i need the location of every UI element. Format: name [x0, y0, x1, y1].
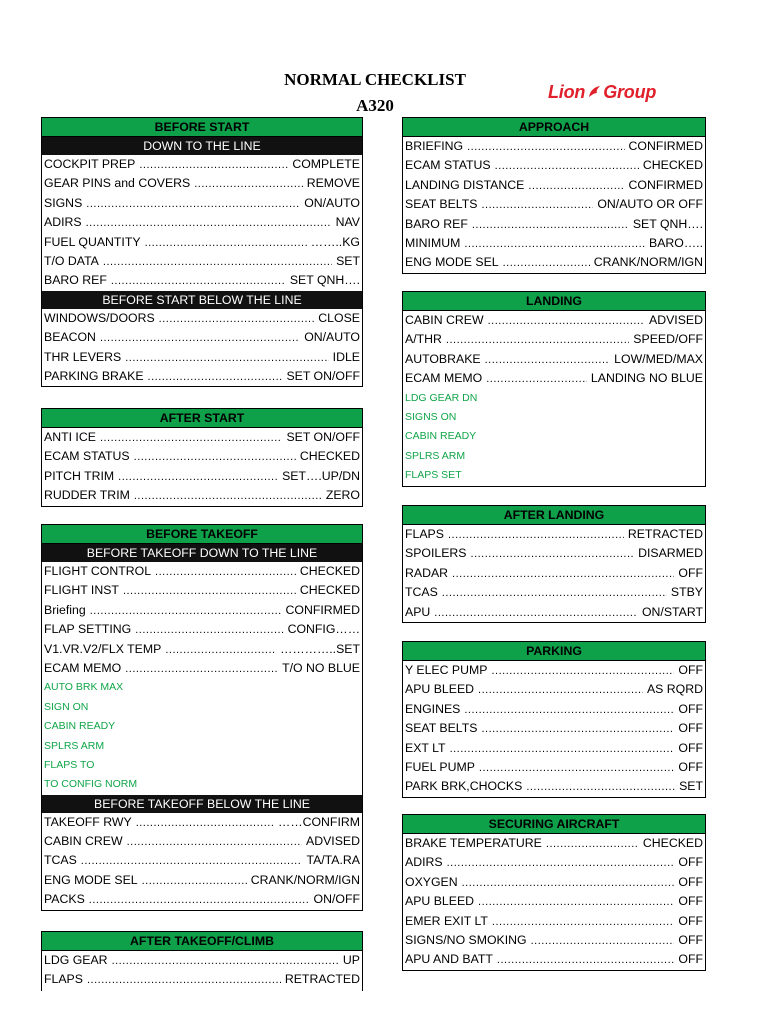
leader-dots: [488, 312, 645, 330]
checklist-item: [42, 890, 362, 909]
leader-dots: [103, 253, 332, 271]
leader-dots: [503, 254, 590, 272]
checklist-item: [403, 350, 705, 369]
leader-dots: [448, 526, 624, 544]
leader-dots: [481, 720, 674, 738]
leader-dots: [145, 234, 307, 252]
after-start-section: [41, 408, 363, 507]
checklist-item: [403, 195, 705, 214]
section-header: APPROACH: [403, 118, 705, 137]
item-label: BRAKE TEMPERATURE: [405, 836, 542, 850]
section-header: PARKING: [403, 642, 705, 661]
landing-section: [402, 291, 706, 487]
leader-dots: [491, 662, 674, 680]
item-label: BEACON: [44, 330, 96, 345]
item-label: T/O DATA: [44, 253, 99, 268]
item-value: CRANK/NORM/IGN: [250, 872, 360, 887]
item-label: OXYGEN: [405, 874, 458, 889]
leader-dots: [89, 891, 310, 909]
item-label: FLIGHT CONTROL: [44, 564, 152, 578]
checklist-item: [42, 155, 362, 174]
item-value: T/O NO BLUE: [282, 660, 360, 675]
checklist-item: [42, 562, 362, 581]
leader-dots: [125, 660, 278, 678]
item-label: APU BLEED: [405, 682, 475, 697]
checklist-item: [403, 137, 705, 156]
item-value: IDLE: [332, 349, 360, 364]
subsection-header: DOWN TO THE LINE: [42, 137, 362, 155]
item-value: CONFIRMED: [628, 177, 703, 192]
checklist-item: [403, 739, 705, 758]
item-value: SET: [679, 779, 703, 794]
item-label: TAKEOFF RWY: [44, 814, 132, 829]
item-label: TCAS: [405, 585, 438, 600]
item-value: OFF: [678, 952, 703, 967]
item-value: OFF: [678, 701, 703, 716]
checklist-item: [42, 309, 362, 328]
checklist-item: [403, 758, 705, 777]
subsection-header: BEFORE START BELOW THE LINE: [42, 291, 362, 309]
item-label: FLAPS: [44, 972, 83, 987]
item-label: THR LEVERS: [44, 349, 122, 364]
checklist-item: [403, 950, 705, 969]
leader-dots: [478, 681, 643, 699]
checklist-item: [403, 912, 705, 931]
leader-dots: [100, 429, 283, 447]
checklist-item: [403, 176, 705, 195]
item-label: AUTOBRAKE: [405, 351, 481, 366]
checklist-item: [403, 311, 705, 330]
leader-dots: [194, 175, 302, 193]
leader-dots: [148, 368, 283, 386]
section-header: BEFORE TAKEOFF: [42, 525, 362, 544]
subsection-header: BEFORE TAKEOFF BELOW THE LINE: [42, 795, 362, 813]
section-header: AFTER START: [42, 409, 362, 428]
checklist-item: [42, 271, 362, 290]
section-header: LANDING: [403, 292, 705, 311]
section-header: BEFORE START: [42, 118, 362, 137]
checklist-item: [42, 813, 362, 832]
memo-note: TO CONFIG NORM: [44, 778, 138, 791]
item-value: ON/START: [641, 604, 703, 619]
item-value: OFF: [678, 759, 703, 774]
leader-dots: [123, 582, 296, 600]
item-value: COMPLETE: [292, 157, 360, 171]
after-takeoff-section: [41, 931, 363, 991]
leader-dots: [478, 893, 674, 911]
item-value: RETRACTED: [284, 972, 360, 987]
item-label: ENG MODE SEL: [405, 255, 499, 270]
item-label: ADIRS: [44, 215, 82, 230]
item-value: NAV: [335, 215, 360, 230]
aircraft-type: A320: [356, 96, 394, 115]
item-label: ECAM MEMO: [44, 660, 122, 675]
item-label: PARKING BRAKE: [44, 368, 144, 383]
item-value: CHECKED: [299, 564, 360, 578]
leader-dots: [135, 621, 283, 639]
item-value: SET QNH….: [632, 216, 703, 231]
item-value: ……CONFIRM: [278, 814, 360, 829]
checklist-item: [42, 601, 362, 620]
leader-dots: [139, 156, 288, 174]
item-label: EXT LT: [405, 740, 446, 755]
leader-dots: [485, 351, 611, 369]
item-value: CHECKED: [299, 449, 360, 464]
item-value: CHECKED: [299, 583, 360, 598]
leader-dots: [434, 604, 638, 622]
item-value: BARO…..: [649, 235, 703, 250]
item-label: COCKPIT PREP: [44, 157, 136, 171]
leader-dots: [446, 331, 629, 349]
leader-dots: [118, 468, 278, 486]
checklist-item: [42, 447, 362, 466]
leader-dots: [127, 833, 302, 851]
item-label: ANTI ICE: [44, 430, 96, 444]
checklist-item: [42, 620, 362, 639]
item-label: SIGNS: [44, 195, 83, 210]
memo-note: LDG GEAR DN: [405, 391, 478, 404]
leader-dots: [452, 565, 674, 583]
leader-dots: [528, 177, 624, 195]
item-value: CRANK/NORM/IGN: [593, 255, 703, 270]
item-label: PITCH TRIM: [44, 468, 115, 483]
item-value: ON/AUTO: [304, 195, 360, 210]
item-value: STBY: [670, 585, 703, 600]
checklist-item: [42, 486, 362, 505]
logo-text-right: Group: [603, 82, 657, 102]
item-label: WINDOWS/DOORS: [44, 310, 155, 325]
item-value: OFF: [678, 663, 703, 677]
item-value: TA/TA.RA: [306, 853, 360, 868]
item-label: PACKS: [44, 892, 85, 907]
checklist-item: [403, 700, 705, 719]
checklist-item: [403, 834, 705, 853]
checklist-item: [42, 467, 362, 486]
item-label: BARO REF: [44, 273, 107, 288]
item-label: APU: [405, 604, 431, 619]
item-label: CABIN CREW: [405, 313, 484, 327]
item-label: LDG GEAR: [44, 953, 108, 967]
leader-dots: [531, 932, 675, 950]
checklist-item: [403, 719, 705, 738]
leader-dots: [86, 214, 332, 232]
section-header: SECURING AIRCRAFT: [403, 815, 705, 834]
item-label: V1.VR.V2/FLX TEMP: [44, 641, 162, 656]
item-label: MINIMUM: [405, 235, 461, 250]
item-label: FLAP SETTING: [44, 622, 132, 637]
item-value: CONFIRMED: [628, 139, 703, 153]
leader-dots: [497, 951, 674, 969]
leader-dots: [486, 370, 587, 388]
item-value: LOW/MED/MAX: [614, 351, 703, 366]
leader-dots: [155, 563, 296, 581]
item-value: SET: [336, 253, 360, 268]
memo-note: CABIN READY: [405, 430, 477, 443]
item-value: CONFIRMED: [285, 602, 360, 617]
checklist-item: [42, 871, 362, 890]
leader-dots: [464, 701, 674, 719]
leader-dots: [111, 272, 286, 290]
item-label: APU BLEED: [405, 894, 475, 909]
checklist-item: [403, 564, 705, 583]
leader-dots: [112, 952, 339, 970]
item-value: SET QNH….: [289, 273, 360, 288]
item-label: ENG MODE SEL: [44, 872, 138, 887]
checklist-item: [42, 970, 362, 989]
memo-note: SIGNS ON: [405, 410, 457, 423]
leader-dots: [90, 602, 282, 620]
checklist-item: [42, 328, 362, 347]
item-label: LANDING DISTANCE: [405, 177, 525, 192]
leader-dots: [87, 971, 281, 989]
leader-dots: [159, 310, 315, 328]
item-label: SIGNS/NO SMOKING: [405, 932, 527, 947]
item-label: TCAS: [44, 853, 77, 868]
checklist-item: [42, 659, 362, 678]
leader-dots: [81, 852, 303, 870]
leader-dots: [467, 138, 624, 156]
item-value: SPEED/OFF: [633, 332, 703, 347]
checklist-item: [403, 603, 705, 622]
item-value: OFF: [678, 855, 703, 870]
item-label: RUDDER TRIM: [44, 488, 130, 503]
item-value: CLOSE: [318, 310, 360, 325]
checklist-item: [42, 428, 362, 447]
leader-dots: [481, 196, 593, 214]
item-value: REMOVE: [306, 176, 360, 191]
item-value: OFF: [678, 932, 703, 947]
item-value: ADVISED: [649, 313, 703, 327]
item-label: SEAT BELTS: [405, 721, 478, 736]
item-value: OFF: [678, 565, 703, 580]
securing-aircraft-section: [402, 814, 706, 971]
checklist-item: [42, 832, 362, 851]
checklist-item: [403, 661, 705, 680]
after-landing-section: [402, 505, 706, 623]
checklist-item: [42, 213, 362, 232]
leader-dots: [471, 545, 635, 563]
memo-note: SPLRS ARM: [44, 739, 105, 752]
checklist-item: [42, 581, 362, 600]
item-value: ON/AUTO OR OFF: [597, 197, 703, 212]
item-label: FUEL QUANTITY: [44, 234, 141, 249]
item-label: APU AND BATT: [405, 952, 493, 967]
item-value: OFF: [678, 740, 703, 755]
item-value: SET ON/OFF: [286, 368, 360, 383]
item-value: LANDING NO BLUE: [590, 371, 703, 386]
item-label: SEAT BELTS: [405, 197, 478, 212]
leader-dots: [492, 913, 674, 931]
item-value: …………..SET: [280, 641, 360, 656]
checklist-item: [403, 892, 705, 911]
before-takeoff-section: [41, 524, 363, 911]
lion-group-logo: [548, 82, 656, 103]
checklist-item: [403, 873, 705, 892]
leader-dots: [472, 216, 629, 234]
checklist-item: [403, 544, 705, 563]
checklist-item: [403, 931, 705, 950]
item-label: ECAM MEMO: [405, 371, 483, 386]
checklist-item: [403, 253, 705, 272]
checklist-item: [42, 367, 362, 386]
item-label: GEAR PINS and COVERS: [44, 176, 191, 191]
item-value: OFF: [678, 894, 703, 909]
item-value: ZERO: [325, 488, 360, 503]
section-header: AFTER LANDING: [403, 506, 705, 525]
item-value: OFF: [678, 913, 703, 928]
item-value: OFF: [678, 721, 703, 736]
item-value: ON/OFF: [313, 892, 360, 907]
item-label: ADIRS: [405, 855, 443, 870]
memo-note: SPLRS ARM: [405, 449, 466, 462]
checklist-item: [42, 194, 362, 213]
checklist-item: [42, 951, 362, 970]
leader-dots: [526, 778, 675, 796]
lion-emblem-icon: [587, 85, 601, 99]
item-label: PARK BRK,CHOCKS: [405, 779, 523, 794]
item-value: SET….UP/DN: [282, 468, 360, 483]
item-value: UP: [342, 953, 360, 967]
logo-text-left: Lion: [548, 82, 586, 102]
leader-dots: [464, 235, 645, 253]
item-label: ECAM STATUS: [405, 158, 491, 173]
item-value: ……..KG: [310, 234, 360, 249]
leader-dots: [462, 874, 675, 892]
checklist-item: [403, 234, 705, 253]
item-label: CABIN CREW: [44, 834, 123, 849]
checklist-item: [403, 583, 705, 602]
item-label: FLAPS: [405, 527, 444, 541]
checklist-item: [403, 369, 705, 388]
item-label: Y ELEC PUMP: [405, 663, 488, 677]
checklist-item: [403, 330, 705, 349]
checklist-item: [403, 680, 705, 699]
leader-dots: [136, 814, 274, 832]
leader-dots: [142, 872, 247, 890]
checklist-item: [403, 777, 705, 796]
item-label: Briefing: [44, 602, 86, 617]
leader-dots: [134, 487, 322, 505]
leader-dots: [134, 448, 296, 466]
item-label: BRIEFING: [405, 139, 464, 153]
item-label: RADAR: [405, 565, 449, 580]
item-value: OFF: [678, 874, 703, 889]
leader-dots: [450, 740, 675, 758]
checklist-title: NORMAL CHECKLIST: [284, 70, 466, 89]
item-label: BARO REF: [405, 216, 468, 231]
checklist-item: [42, 174, 362, 193]
leader-dots: [125, 349, 328, 367]
item-value: ADVISED: [306, 834, 360, 849]
memo-note: AUTO BRK MAX: [44, 681, 124, 694]
memo-note: FLAPS SET: [405, 469, 462, 482]
leader-dots: [442, 584, 667, 602]
memo-note: FLAPS TO: [44, 758, 95, 771]
checklist-item: [42, 851, 362, 870]
item-value: AS RQRD: [646, 682, 703, 697]
subsection-header: BEFORE TAKEOFF DOWN TO THE LINE: [42, 544, 362, 562]
item-value: RETRACTED: [627, 527, 703, 541]
item-label: ECAM STATUS: [44, 449, 130, 464]
leader-dots: [546, 835, 639, 853]
item-label: FUEL PUMP: [405, 759, 475, 774]
checklist-item: [403, 215, 705, 234]
item-label: ENGINES: [405, 701, 461, 716]
leader-dots: [495, 157, 639, 175]
item-value: ON/AUTO: [304, 330, 360, 345]
checklist-item: [42, 252, 362, 271]
checklist-item: [403, 853, 705, 872]
before-start-section: [41, 117, 363, 387]
memo-note: CABIN READY: [44, 720, 116, 733]
checklist-item: [42, 640, 362, 659]
leader-dots: [447, 854, 675, 872]
leader-dots: [100, 329, 300, 347]
item-label: A/THR: [405, 332, 442, 347]
item-label: EMER EXIT LT: [405, 913, 488, 928]
parking-section: [402, 641, 706, 798]
checklist-item: [42, 233, 362, 252]
item-value: CHECKED: [642, 158, 703, 173]
item-label: FLIGHT INST: [44, 583, 119, 598]
checklist-item: [42, 348, 362, 367]
leader-dots: [86, 195, 300, 213]
checklist-item: [403, 156, 705, 175]
checklist-item: [403, 525, 705, 544]
section-header: AFTER TAKEOFF/CLIMB: [42, 932, 362, 951]
item-label: SPOILERS: [405, 546, 467, 561]
item-value: CONFIG……: [287, 622, 360, 637]
leader-dots: [479, 759, 674, 777]
leader-dots: [165, 641, 276, 659]
item-value: DISARMED: [638, 546, 703, 561]
item-value: SET ON/OFF: [286, 430, 360, 444]
item-value: CHECKED: [642, 836, 703, 850]
memo-note: SIGN ON: [44, 700, 89, 713]
approach-section: [402, 117, 706, 274]
